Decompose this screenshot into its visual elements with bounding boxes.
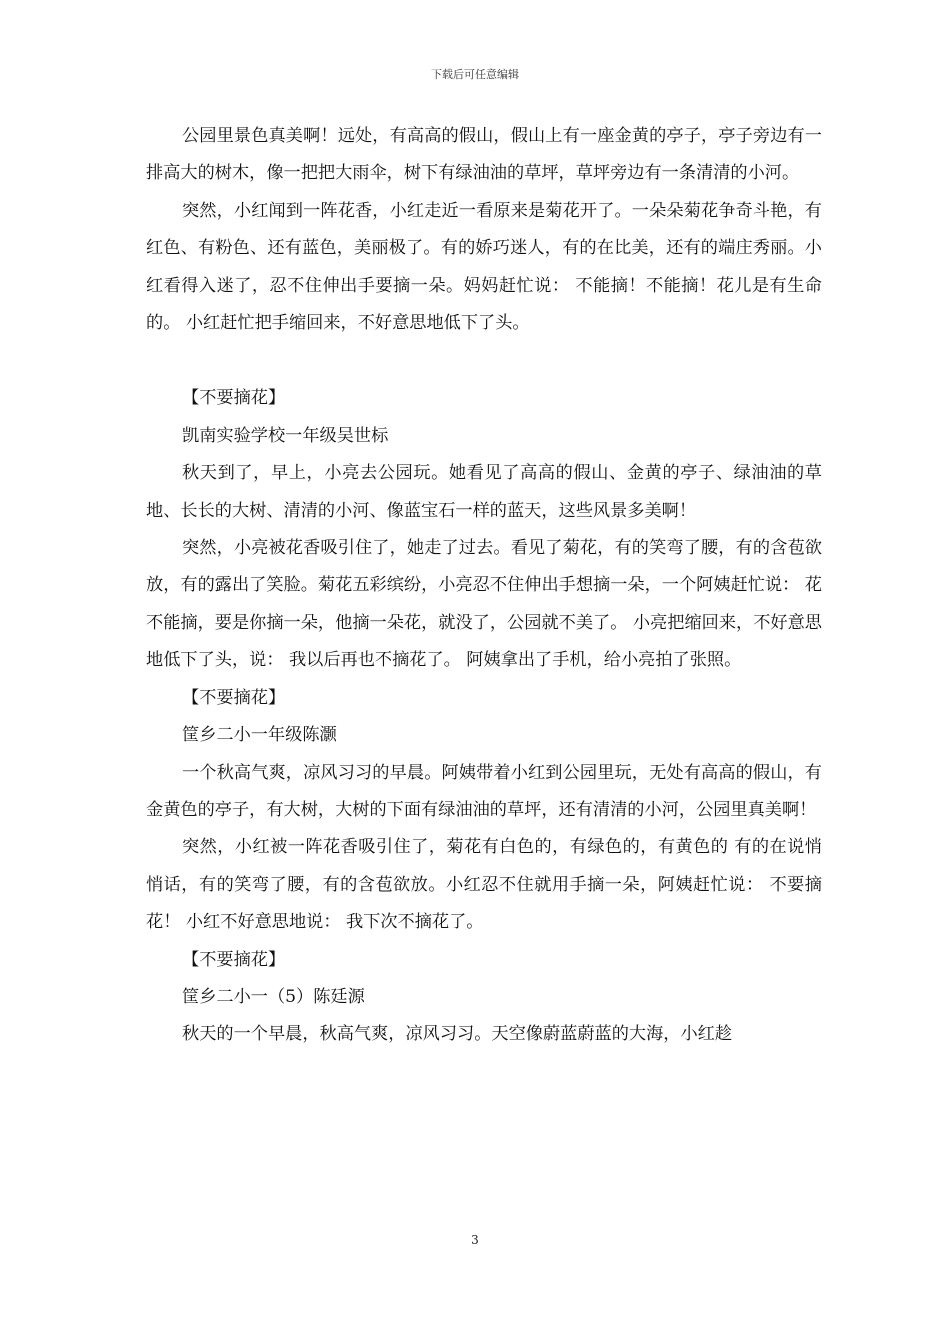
essay-author: 筐乡二小一年级陈灏	[182, 725, 337, 746]
essay-author: 筐乡二小一（5）陈廷源	[182, 986, 365, 1007]
paragraph-autumn-morning: 秋天的一个早晨，秋高气爽，凉风习习。天空像蔚蓝蔚蓝的大海，小红趁	[182, 1024, 733, 1045]
essay-title: 【不要摘花】	[182, 388, 286, 409]
document-body	[146, 118, 822, 1054]
page-number: 3	[471, 1233, 479, 1247]
paragraph-xiaoliang-park: 秋天到了，早上，小亮去公园玩。她看见了高高的假山、金黄的亭子、绿油油的草地、长长的大树、清清的小河、像蓝宝石一样的蓝天，这些风景多美啊！	[146, 463, 822, 521]
paragraph-xiaohong-park: 一个秋高气爽，凉风习习的早晨。阿姨带着小红到公园里玩，无处有高高的假山，有金黄色的亭子，有大树，大树的下面有绿油油的草坪，还有清清的小河，公园里真美啊！	[146, 762, 822, 820]
paragraph-chrysanthemum-mother: 突然，小红闻到一阵花香，小红走近一看原来是菊花开了。一朵朵菊花争奇斗艳，有红色、有粉色、还有蓝色，美丽极了。有的娇巧迷人，有的在比美，还有的端庄秀丽。小红看得入迷了，忍不住伸出手要摘一朵。妈妈赶忙说： 不能摘！不能摘！花儿是有生命的。 小红赶忙把手缩回来，不好意思地低下了头。	[146, 200, 822, 334]
essay-title: 【不要摘花】	[182, 687, 286, 708]
essay-author: 凯南实验学校一年级吴世标	[182, 425, 389, 446]
page-header: 下载后可任意编辑	[431, 68, 519, 81]
paragraph-xiaoliang-flower: 突然，小亮被花香吸引住了，她走了过去。看见了菊花，有的笑弯了腰，有的含苞欲放，有的露出了笑脸。菊花五彩缤纷，小亮忍不住伸出手想摘一朵，一个阿姨赶忙说： 花不能摘，要是你摘一朵，他摘一朵花，就没了，公园就不美了。 小亮把缩回来，不好意思地低下了头，说： 我以后再也不摘花了。 阿姨拿出了手机，给小亮拍了张照。	[146, 538, 822, 671]
paragraph-xiaohong-flower: 突然，小红被一阵花香吸引住了，菊花有白色的，有绿色的，有黄色的 有的在说悄悄话，有的笑弯了腰，有的含苞欲放。小红忍不住就用手摘一朵，阿姨赶忙说： 不要摘花！ 小红不好意思地说： 我下次不摘花了。	[146, 837, 822, 933]
essay-title: 【不要摘花】	[182, 949, 286, 970]
paragraph-park-scenery: 公园里景色真美啊！远处，有高高的假山，假山上有一座金黄的亭子，亭子旁边有一排高大的树木，像一把把大雨伞，树下有绿油油的草坪，草坪旁边有一条清清的小河。	[146, 126, 822, 184]
